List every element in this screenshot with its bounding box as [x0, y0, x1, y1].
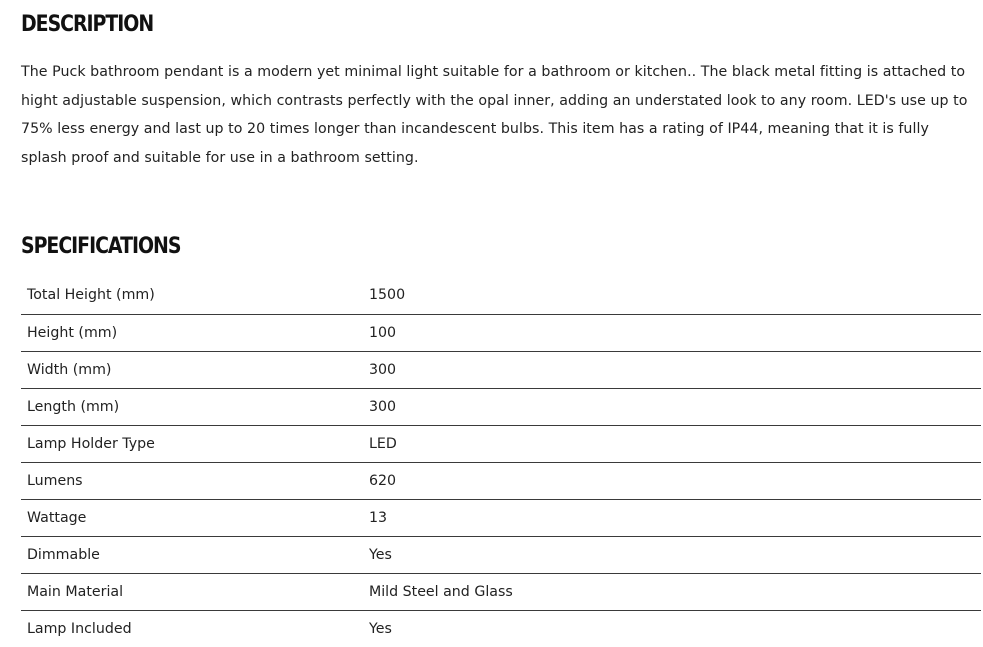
spec-value: 300	[363, 388, 981, 425]
spec-value: 300	[363, 351, 981, 388]
specifications-table	[21, 277, 981, 647]
spec-label: Dimmable	[21, 536, 363, 573]
spec-label: Lumens	[21, 462, 363, 499]
spec-value: LED	[363, 425, 981, 462]
spec-label: Width (mm)	[21, 351, 363, 388]
spec-label: Wattage	[21, 499, 363, 536]
spec-label: Length (mm)	[21, 388, 363, 425]
spec-row-lamp-included	[21, 610, 981, 647]
spec-row-height	[21, 314, 981, 351]
spec-row-length	[21, 388, 981, 425]
spec-row-width	[21, 351, 981, 388]
spec-row-total-height	[21, 277, 981, 314]
spec-row-lamp-holder-type	[21, 425, 981, 462]
spec-value: Yes	[363, 610, 981, 647]
spec-value: 620	[363, 462, 981, 499]
spec-value: 100	[363, 314, 981, 351]
spec-label: Total Height (mm)	[27, 287, 155, 304]
spec-row-main-material	[21, 573, 981, 610]
spec-row-lumens	[21, 462, 981, 499]
spec-value: Yes	[363, 536, 981, 573]
spec-label: Lamp Holder Type	[21, 425, 363, 462]
specifications-heading: SPECIFICATIONS	[21, 234, 181, 259]
description-heading: DESCRIPTION	[21, 12, 154, 37]
spec-label: Height (mm)	[21, 314, 363, 351]
spec-value: 1500	[369, 287, 406, 304]
description-text: The Puck bathroom pendant is a modern yet minimal light suitable for a bathroom or kitchen.. The black metal fitting is attached to hight adjustable suspension, which contrasts perfectly with the opal inner, adding an understated look to any room. LED's use up to 75% less energy and last up to 20 times longer than incandescent bulbs. This item has a rating of IP44, meaning that it is fully splash proof and suitable for use in a bathroom setting.	[21, 64, 968, 166]
spec-value: 13	[363, 499, 981, 536]
spec-label: Main Material	[21, 573, 363, 610]
spec-label: Lamp Included	[21, 610, 363, 647]
spec-value: Mild Steel and Glass	[363, 573, 981, 610]
spec-row-wattage	[21, 499, 981, 536]
spec-row-dimmable	[21, 536, 981, 573]
